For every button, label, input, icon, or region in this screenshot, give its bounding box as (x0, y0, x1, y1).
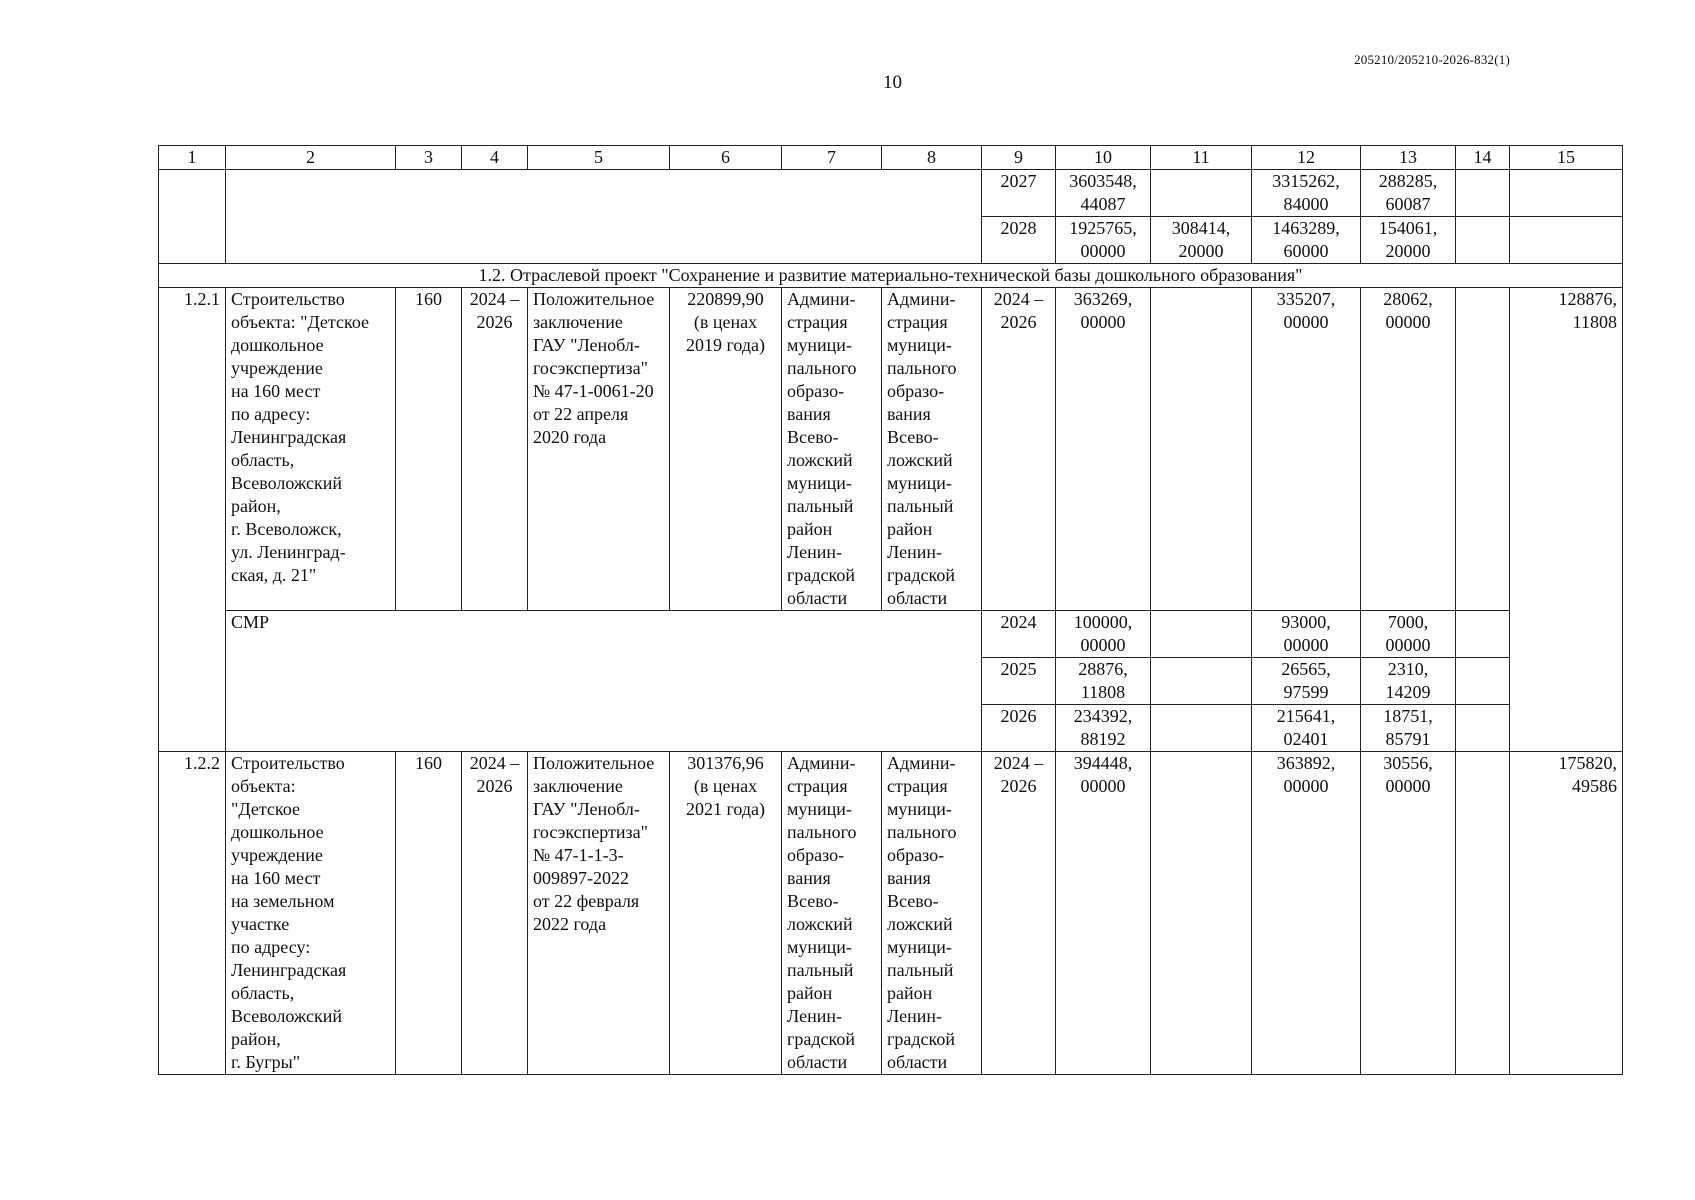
value-cell: 3603548, 44087 (1056, 170, 1151, 217)
table-row (159, 611, 1623, 658)
year-cell: 2027 (982, 170, 1056, 217)
value-cell: 335207, 00000 (1252, 288, 1361, 611)
customer-cell: Админи- страция муници- пального образо- вания Всево- ложский муници- пальный район Ленин- градской области (782, 752, 882, 1075)
value-cell: 394448, 00000 (1056, 752, 1151, 1075)
value-cell: 308414, 20000 (1151, 217, 1252, 264)
column-number: 9 (982, 146, 1056, 170)
value-cell (1151, 611, 1252, 658)
table-cell (226, 170, 982, 264)
value-cell: 215641, 02401 (1252, 705, 1361, 752)
object-name: Строительство объекта: "Детское дошкольное учреждение на 160 мест по адресу: Ленинградская область, Всеволожский район, г. Всеволожск, ул. Ленинград- ская, д. 21" (226, 288, 396, 611)
cost-cell: 301376,96 (в ценах 2021 года) (670, 752, 782, 1075)
period-cell: 2024 – 2026 (462, 288, 528, 611)
item-number: 1.2.2 (159, 752, 226, 1075)
year-cell: 2025 (982, 658, 1056, 705)
capacity-cell: 160 (396, 752, 462, 1075)
table-cell (159, 170, 226, 264)
column-number: 3 (396, 146, 462, 170)
column-number: 11 (1151, 146, 1252, 170)
table-row (159, 170, 1623, 217)
column-number-row (159, 146, 1623, 170)
program-table (158, 145, 1623, 1075)
value-cell: 1925765, 00000 (1056, 217, 1151, 264)
value-cell: 128876, 11808 (1510, 288, 1623, 752)
value-cell (1151, 288, 1252, 611)
expertise-cell: Положительное заключение ГАУ "Ленобл- госэкспертиза" № 47-1-1-3- 009897-2022 от 22 февраля 2022 года (528, 752, 670, 1075)
table-cell (1510, 217, 1623, 264)
value-cell: 30556, 00000 (1361, 752, 1456, 1075)
value-cell: 175820, 49586 (1510, 752, 1623, 1075)
column-number: 12 (1252, 146, 1361, 170)
table-cell (1510, 170, 1623, 217)
column-number: 15 (1510, 146, 1623, 170)
column-number: 1 (159, 146, 226, 170)
value-cell: 1463289, 60000 (1252, 217, 1361, 264)
table-row (159, 288, 1623, 611)
value-cell: 28062, 00000 (1361, 288, 1456, 611)
year-cell: 2026 (982, 705, 1056, 752)
table-cell (1456, 658, 1510, 705)
value-cell: 18751, 85791 (1361, 705, 1456, 752)
value-cell: 363269, 00000 (1056, 288, 1151, 611)
column-number: 4 (462, 146, 528, 170)
column-number: 10 (1056, 146, 1151, 170)
table-cell (1456, 705, 1510, 752)
cost-cell: 220899,90 (в ценах 2019 года) (670, 288, 782, 611)
column-number: 13 (1361, 146, 1456, 170)
years-cell: 2024 – 2026 (982, 752, 1056, 1075)
column-number: 7 (782, 146, 882, 170)
value-cell: 26565, 97599 (1252, 658, 1361, 705)
value-cell (1151, 752, 1252, 1075)
table-cell (1456, 611, 1510, 658)
period-cell: 2024 – 2026 (462, 752, 528, 1075)
value-cell (1456, 288, 1510, 611)
column-number: 5 (528, 146, 670, 170)
value-cell: 154061, 20000 (1361, 217, 1456, 264)
year-cell: 2024 (982, 611, 1056, 658)
item-number: 1.2.1 (159, 288, 226, 752)
value-cell: 100000, 00000 (1056, 611, 1151, 658)
executor-cell: Админи- страция муници- пального образо- вания Всево- ложский муници- пальный район Ленин- градской области (882, 752, 982, 1075)
document-id: 205210/205210-2026-832(1) (1354, 52, 1510, 67)
column-number: 8 (882, 146, 982, 170)
value-cell: 363892, 00000 (1252, 752, 1361, 1075)
expertise-cell: Положительное заключение ГАУ "Ленобл- госэкспертиза" № 47-1-0061-20 от 22 апреля 2020 года (528, 288, 670, 611)
value-cell: 93000, 00000 (1252, 611, 1361, 658)
column-number: 14 (1456, 146, 1510, 170)
years-cell: 2024 – 2026 (982, 288, 1056, 611)
column-number: 6 (670, 146, 782, 170)
smr-label: СМР (226, 611, 982, 752)
column-number: 2 (226, 146, 396, 170)
table-row (159, 752, 1623, 1075)
value-cell: 288285, 60087 (1361, 170, 1456, 217)
value-cell (1456, 752, 1510, 1075)
capacity-cell: 160 (396, 288, 462, 611)
value-cell (1151, 705, 1252, 752)
year-cell: 2028 (982, 217, 1056, 264)
project-title: 1.2. Отраслевой проект "Сохранение и развитие материально-технической базы дошкольного образования" (159, 264, 1623, 288)
value-cell: 7000, 00000 (1361, 611, 1456, 658)
value-cell: 28876, 11808 (1056, 658, 1151, 705)
value-cell (1151, 170, 1252, 217)
table-cell (1456, 170, 1510, 217)
customer-cell: Админи- страция муници- пального образо- вания Всево- ложский муници- пальный район Ленин- градской области (782, 288, 882, 611)
value-cell: 2310, 14209 (1361, 658, 1456, 705)
object-name: Строительство объекта: "Детское дошкольное учреждение на 160 мест на земельном участке по адресу: Ленинградская область, Всеволожский район, г. Бугры" (226, 752, 396, 1075)
project-heading-row (159, 264, 1623, 288)
value-cell: 3315262, 84000 (1252, 170, 1361, 217)
table-cell (1456, 217, 1510, 264)
page-number: 10 (883, 72, 902, 93)
value-cell: 234392, 88192 (1056, 705, 1151, 752)
value-cell (1151, 658, 1252, 705)
executor-cell: Админи- страция муници- пального образо- вания Всево- ложский муници- пальный район Ленин- градской области (882, 288, 982, 611)
